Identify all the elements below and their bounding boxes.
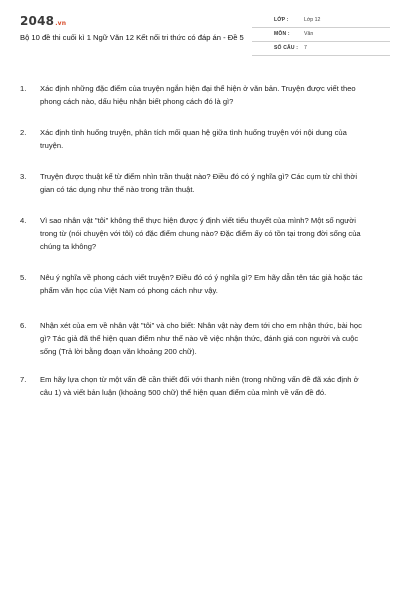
question-item (20, 373, 372, 399)
question-item (20, 170, 372, 196)
question-text: Em hãy lựa chọn từ một vấn đề cần thiết đối với thanh niên (trong những vấn đề đã xác định ở câu 1) và viết bản luận (khoảng 500 chữ) thể hiện quan điểm của mình về vấn đề đó. (40, 375, 359, 397)
subject-value: Văn (304, 31, 314, 37)
question-number: 7. (20, 375, 27, 384)
question-text: Vì sao nhân vật "tôi" không thể thực hiện được ý định viết tiểu thuyết của mình? Một số người trong từ (nói chuyện với tôi) có đặc điểm chung nào? Đặc điểm ấy có tồn tại trong đời sống của chúng ta không? (40, 216, 361, 251)
question-number: 3. (20, 172, 27, 181)
question-count-label: SỐ CÂU : (274, 45, 299, 51)
question-count-value: 7 (304, 45, 307, 51)
question-number: 5. (20, 273, 27, 282)
class-value: Lớp 12 (304, 17, 321, 23)
meta-row-count (252, 42, 390, 56)
meta-row-subject (252, 28, 390, 42)
question-text: Nêu ý nghĩa về phong cách viết truyện? Điều đó có ý nghĩa gì? Em hãy dẫn tên tác giả hoặc tác phẩm văn học của Việt Nam có phong cách như vậy. (40, 273, 363, 295)
question-text: Nhận xét của em về nhân vật "tôi" và cho biết: Nhân vật này đem tới cho em nhận thức, bài học gì? Tác giả đã thể hiện quan điểm như thế nào về việc nhận thức, đánh giá con người và cuộc sống (Trả lời bằng đoạn văn khoảng 200 chữ). (40, 321, 362, 356)
question-item (20, 214, 372, 253)
question-text: Truyện được thuật kể từ điểm nhìn trần thuật nào? Điều đó có ý nghĩa gì? Các cụm từ chỉ thời gian có tác dụng như thế nào trong trần thuật. (40, 172, 358, 194)
question-item (20, 82, 372, 108)
question-item (20, 319, 372, 358)
question-text: Xác định những đặc điểm của truyện ngắn hiện đại thể hiện ở văn bản. Truyện được viết theo phong cách nào, dấu hiệu nhận biết phong cách đó là gì? (40, 84, 356, 106)
class-label: LỚP : (274, 17, 289, 23)
site-logo[interactable] (20, 14, 66, 28)
question-number: 1. (20, 84, 27, 93)
question-item (20, 126, 372, 152)
logo-tld: .vn (55, 20, 67, 27)
question-text: Xác định tình huống truyện, phân tích mối quan hệ giữa tình huống truyện với nội dung của truyện. (40, 128, 347, 150)
question-number: 2. (20, 128, 27, 137)
meta-table (252, 14, 390, 56)
question-number: 6. (20, 321, 27, 330)
question-number: 4. (20, 216, 27, 225)
logo-text: 2048 (20, 14, 55, 28)
document-title: Bộ 10 đề thi cuối kì 1 Ngữ Văn 12 Kết nối tri thức có đáp án - Đề 5 (20, 33, 244, 42)
question-item (20, 271, 372, 297)
meta-row-class (252, 14, 390, 28)
subject-label: MÔN : (274, 31, 290, 37)
document-header (20, 14, 388, 58)
